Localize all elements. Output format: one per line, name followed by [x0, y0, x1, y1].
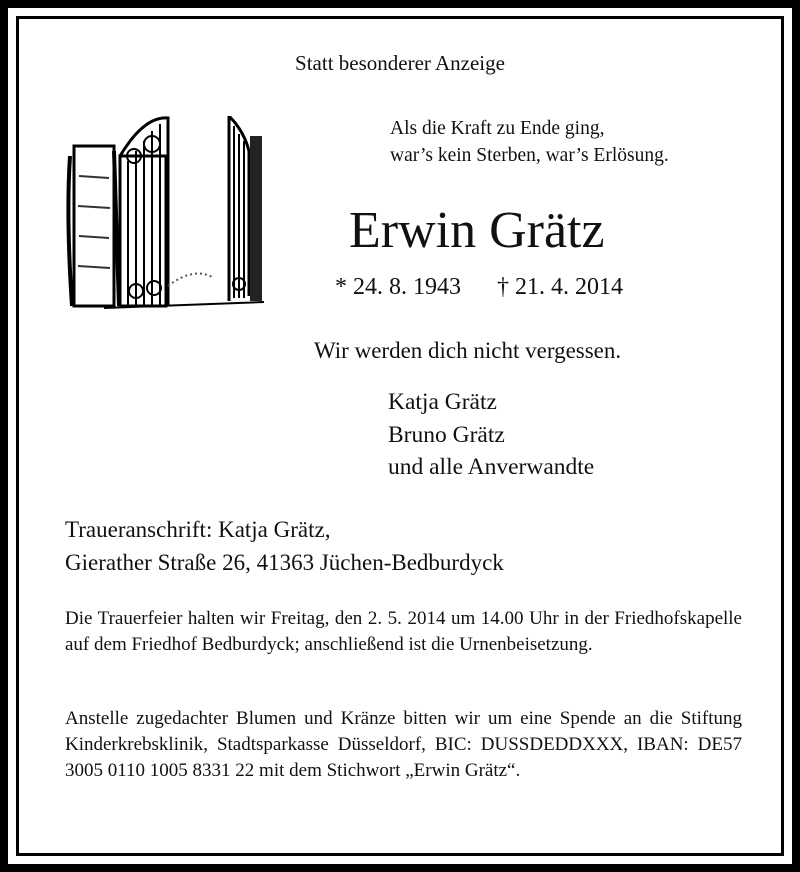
- ceremony-paragraph: Die Trauerfeier halten wir Freitag, den 2. 5. 2014 um 14.00 Uhr in der Friedhofskapelle auf dem Friedhof Bedburdyck; anschließend ist die Urnenbeisetzung.: [65, 608, 742, 655]
- mourners-list: [388, 386, 594, 484]
- memorial-quote: [390, 115, 669, 169]
- life-dates: [335, 274, 623, 301]
- mourner: Bruno Grätz: [388, 421, 505, 448]
- donation-paragraph: Anstelle zugedachter Blumen und Kränze bitten wir um eine Spende an die Stiftung Kinderkrebsklinik, Stadtsparkasse Düsseldorf, BIC: DUSSDEDDXXX, IBAN: DE57 3005 0110 1005 8331 22 mit dem Stichwort „Erwin Grätz“.: [65, 708, 742, 781]
- mourner: und alle Anverwandte: [388, 454, 595, 480]
- birth-date: * 24. 8. 1943: [335, 274, 461, 300]
- death-date: † 21. 4. 2014: [497, 274, 623, 300]
- address-line-2: Gierather Straße 26, 41363 Jüchen-Bedburdyck: [65, 549, 504, 575]
- notice-header: Statt besonderer Anzeige: [295, 51, 505, 75]
- cemetery-gate-icon: [64, 116, 264, 316]
- address-line-1: Traueranschrift: Katja Grätz,: [65, 517, 331, 542]
- remembrance-line: Wir werden dich nicht vergessen.: [314, 338, 622, 363]
- mourner: Katja Grätz: [388, 389, 497, 415]
- mourning-address: [65, 514, 504, 579]
- deceased-name: Erwin Grätz: [349, 202, 605, 259]
- quote-line-2: war’s kein Sterben, war’s Erlösung.: [390, 145, 669, 166]
- quote-line-1: Als die Kraft zu Ende ging,: [390, 118, 605, 139]
- obituary-notice: [8, 8, 792, 864]
